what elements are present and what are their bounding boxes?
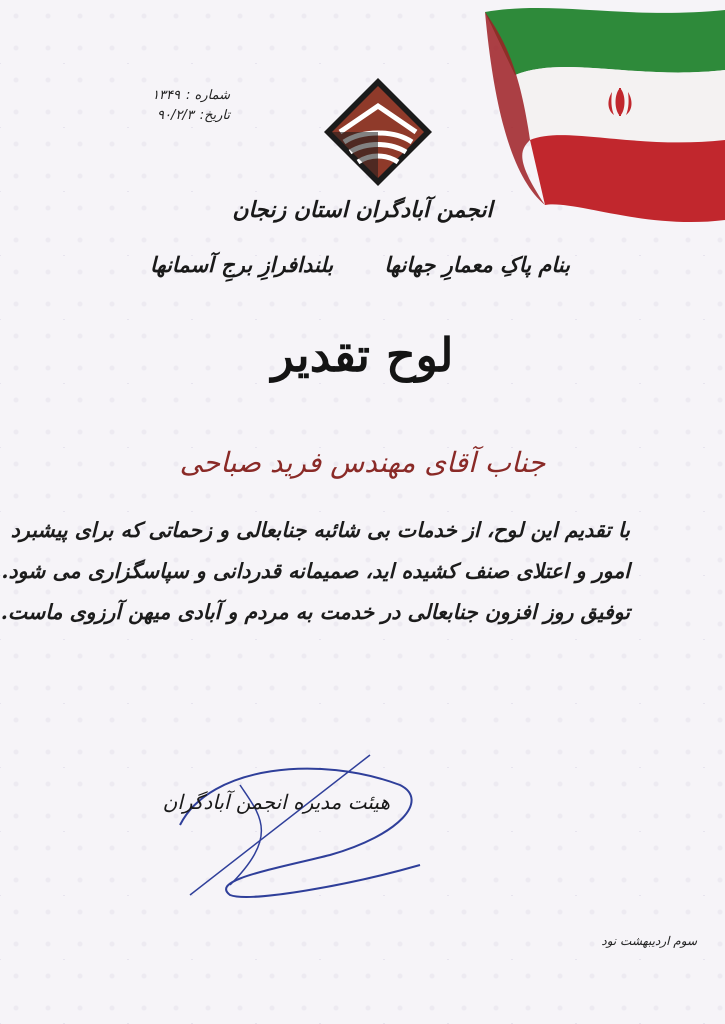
association-logo-icon <box>322 76 434 188</box>
opening-verse <box>150 252 570 277</box>
reference-block <box>120 86 230 126</box>
number-label: شماره : <box>186 88 230 103</box>
verse-left: بلندافرازِ برجِ آسمانها <box>150 252 334 277</box>
certificate-title: لوح تقدیر <box>271 328 454 382</box>
recipient-name: جناب آقای مهندس فرید صباحی <box>179 446 546 479</box>
body-line: توفیق روز افزون جنابعالی در خدمت به مردم و آبادی میهن آرزوی ماست. <box>0 600 630 624</box>
reference-date <box>120 106 230 126</box>
signature-text: هیئت مدیره انجمن آبادگران <box>162 790 390 814</box>
date-label: تاریخ: <box>199 108 230 123</box>
date-value: ۹۰/۲/۳ <box>157 108 194 123</box>
footer-date: سوم اردیبهشت نود <box>601 934 697 948</box>
organization-name: انجمن آبادگران استان زنجان <box>232 197 493 223</box>
reference-number <box>120 86 230 106</box>
number-value: ۱۳۴۹ <box>152 88 181 103</box>
body-line: امور و اعتلای صنف کشیده اید، صمیمانه قدردانی و سپاسگزاری می شود. <box>1 559 630 583</box>
signature-scribble-icon <box>170 745 430 905</box>
body-line: با تقدیم این لوح، از خدمات بی شائبه جنابعالی و زحماتی که برای پیشبرد <box>10 518 630 542</box>
certificate-body <box>0 518 630 641</box>
verse-right: بنام پاکِ معمارِ جهانها <box>384 252 570 277</box>
